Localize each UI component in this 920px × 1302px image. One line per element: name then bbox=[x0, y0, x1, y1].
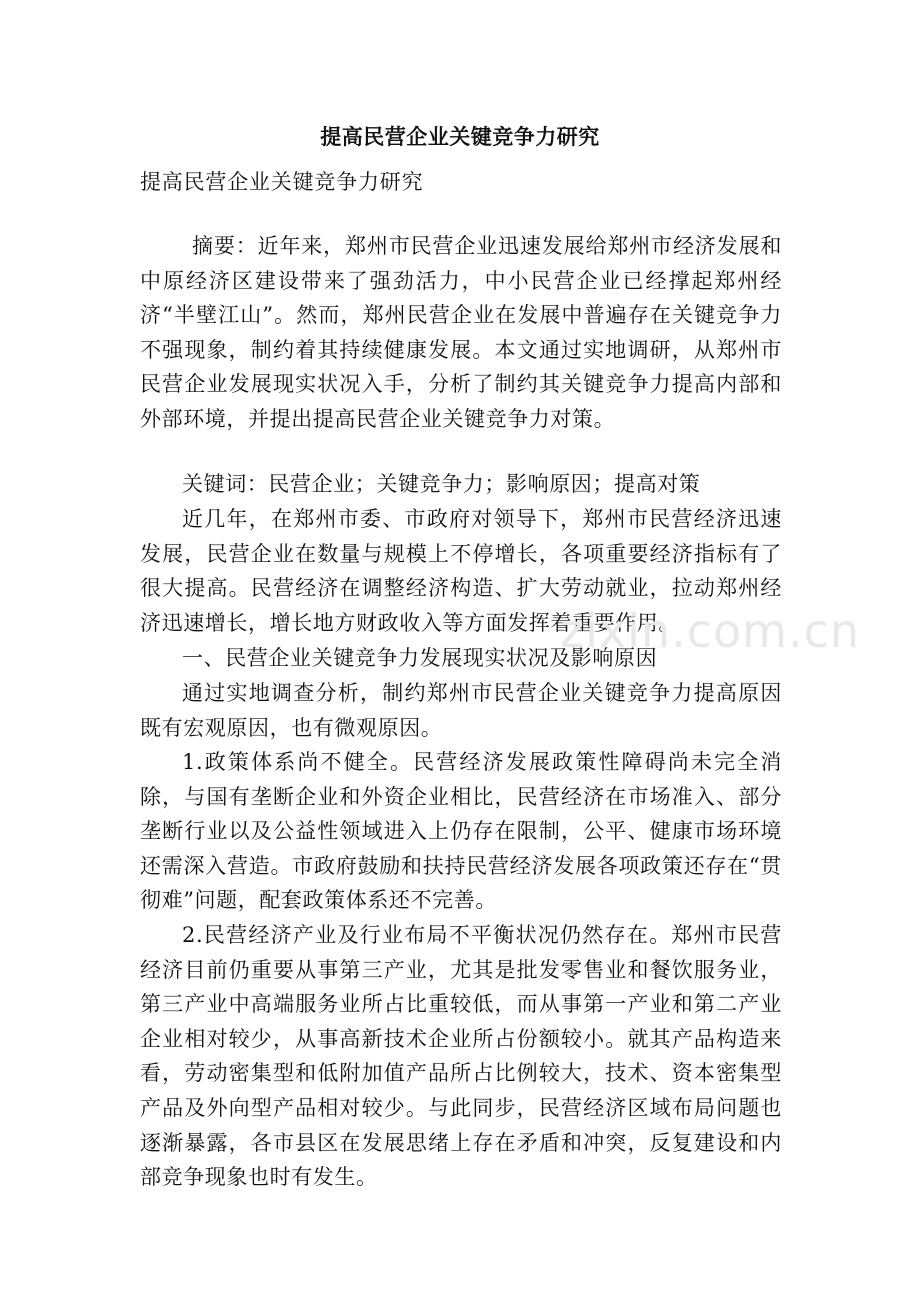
watermark: zixin.com.cn bbox=[560, 604, 861, 658]
point-1-paragraph: 1.政策体系尚不健全。民营经济发展政策性障碍尚未完全消除，与国有垄断企业和外资企业相比，民营经济在市场准入、部分垄断行业以及公益性领域进入上仍存在限制，公平、健康市场环境还需深入营造。市政府鼓励和扶持民营经济发展各项政策还存在“贯彻难”问题，配套政策体系还不完善。 bbox=[140, 750, 782, 913]
document-title: 提高民营企业关键竞争力研究 bbox=[320, 124, 600, 149]
section-intro-paragraph: 通过实地调查分析，制约郑州市民营企业关键竞争力提高原因既有宏观原因，也有微观原因。 bbox=[140, 681, 782, 740]
section-heading: 一、民营企业关键竞争力发展现实状况及影响原因 bbox=[182, 646, 658, 670]
point-2-paragraph: 2.民营经济产业及行业布局不平衡状况仍然存在。郑州市民营经济目前仍重要从事第三产业，尤其是批发零售业和餐饮服务业，第三产业中高端服务业所占比重较低，而从事第一产业和第二产业企业相对较少，从事高新技术企业所占份额较小。就其产品构造来看，劳动密集型和低附加值产品所占比例较大，技术、资本密集型产品及外向型产品相对较少。与此同步，民营经济区域布局问题也逐渐暴露，各市县区在发展思绪上存在矛盾和冲突，反复建设和内部竞争现象也时有发生。 bbox=[140, 923, 782, 1190]
intro-paragraph: 近几年，在郑州市委、市政府对领导下，郑州市民营经济迅速发展，民营企业在数量与规模上不停增长，各项重要经济指标有了很大提高。民营经济在调整经济构造、扩大劳动就业，拉动郑州经济迅速增长，增长地方财政收入等方面发挥着重要作用。 bbox=[140, 507, 782, 635]
document-subtitle: 提高民营企业关键竞争力研究 bbox=[140, 170, 424, 194]
abstract-paragraph: 摘要：近年来，郑州市民营企业迅速发展给郑州市经济发展和中原经济区建设带来了强劲活力，中小民营企业已经撑起郑州经济“半壁江山”。然而，郑州民营企业在发展中普遍存在关键竞争力不强现象，制约着其持续健康发展。本文通过实地调研，从郑州市民营企业发展现实状况入手，分析了制约其关键竞争力提高内部和外部环境，并提出提高民营企业关键竞争力对策。 bbox=[140, 234, 782, 431]
keywords-line: 关键词：民营企业；关键竞争力；影响原因；提高对策 bbox=[182, 472, 701, 496]
